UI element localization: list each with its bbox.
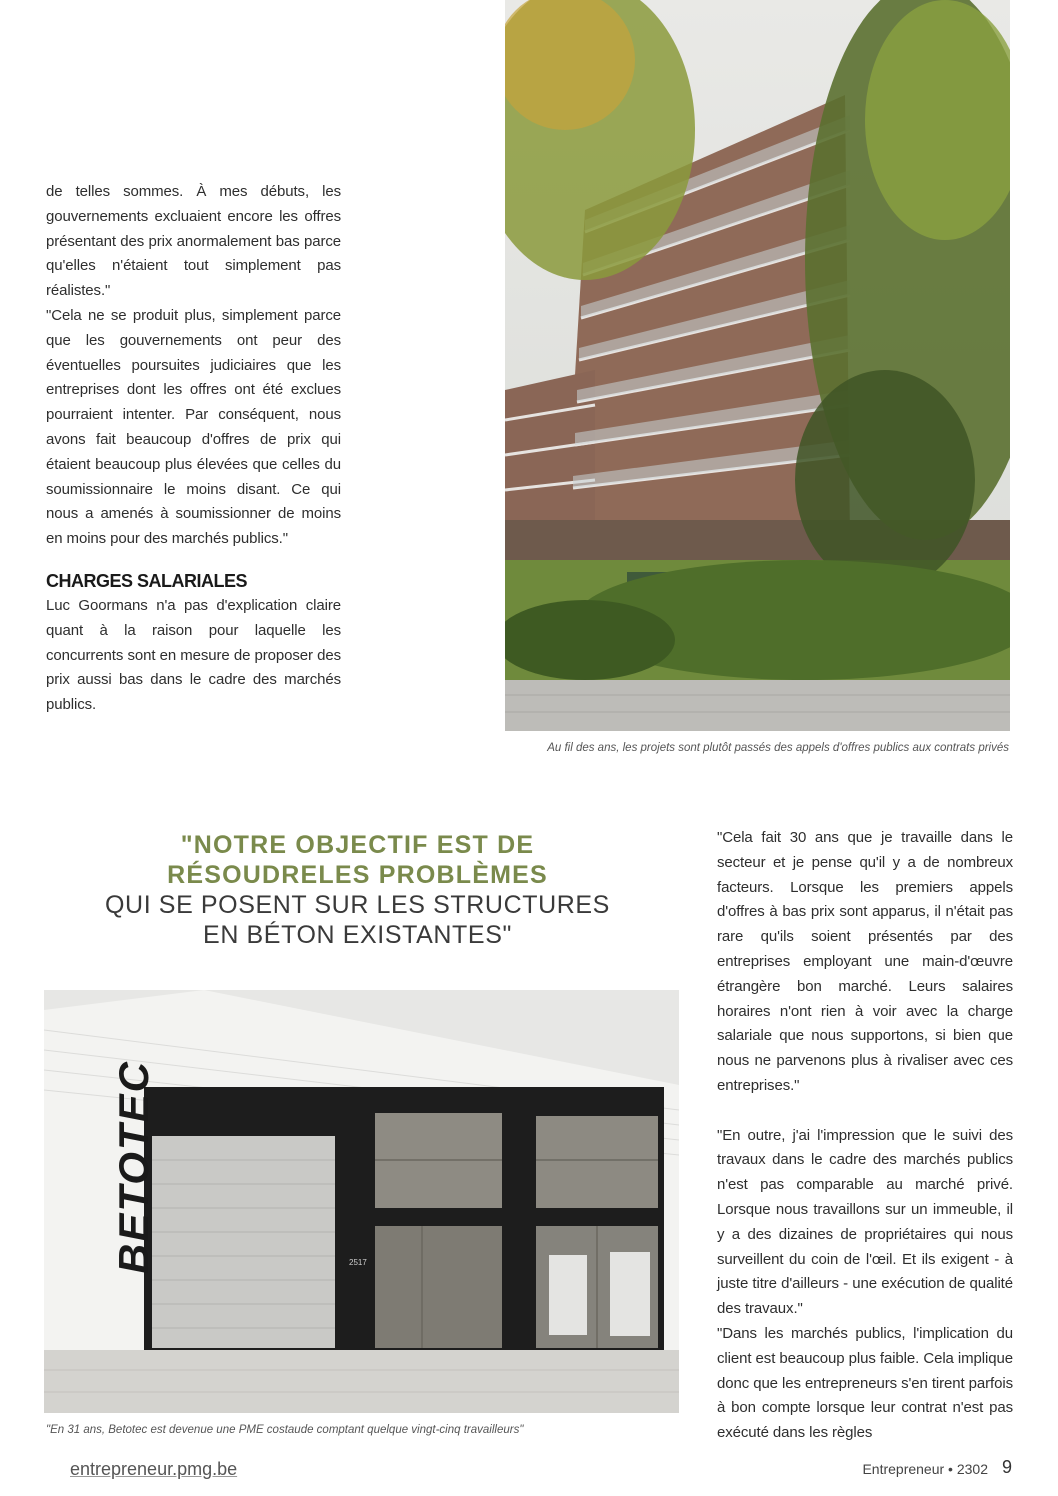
quote-line: EN BÉTON EXISTANTES" bbox=[203, 921, 512, 949]
paragraph: "Dans les marchés publics, l'implication du client est beaucoup plus faible. Cela implique donc que les entrepreneurs s'en tirent parfois à bon compte lorsque leur contrat n'est pas exécuté dans les règles bbox=[717, 1324, 1013, 1442]
door-number: 2517 bbox=[349, 1258, 367, 1267]
quote-line: QUI SE POSENT SUR LES STRUCTURES bbox=[105, 891, 610, 919]
betotec-warehouse-illustration bbox=[44, 990, 679, 1413]
paragraph-spacer bbox=[717, 1099, 1013, 1124]
betotec-sign: BETOTEC bbox=[110, 1060, 157, 1274]
paragraph: "En outre, j'ai l'impression que le suivi des travaux dans le cadre des marchés publics n'est pas comparable au marché privé. Lorsque nous travaillons sur un immeuble, il y a des dizaines de propriétaires qui nous surveillent du coin de l'œil. Et ils exigent - à juste titre d'ailleurs - une exécution de qualité des travaux." bbox=[717, 1126, 1013, 1318]
photo-caption: Au fil des ans, les projets sont plutôt passés des appels d'offres publics aux contrats privés bbox=[547, 742, 1009, 754]
apartment-building-illustration bbox=[505, 0, 1010, 731]
right-text-column bbox=[717, 826, 1013, 1446]
page-number: 9 bbox=[1001, 1457, 1012, 1477]
betotec-warehouse-photo bbox=[44, 990, 679, 1413]
footer-website-link[interactable]: entrepreneur.pmg.be bbox=[70, 1459, 238, 1479]
apartment-building-photo bbox=[505, 0, 1010, 731]
section-heading: CHARGES SALARIALES bbox=[46, 570, 248, 591]
paragraph: "Cela ne se produit plus, simplement parce que les gouvernements ont peur des éventuelles poursuites judiciaires que les entreprises dont les offres ont été exclues pourraient intenter. Par conséquent, nous avons fait beaucoup d'offres de prix qui étaient beaucoup plus élevées que celles du soumissionnaire le moins disant. Ce qui nous a amenés à soumissionner de moins en moins pour des marchés publics." bbox=[46, 306, 341, 548]
paragraph: Luc Goormans n'a pas d'explication claire quant à la raison pour laquelle les concurrents sont en mesure de proposer des prix aussi bas dans le cadre des marchés publics. bbox=[46, 596, 341, 714]
quote-line: "NOTRE OBJECTIF EST DE bbox=[180, 831, 535, 859]
paragraph: "Cela fait 30 ans que je travaille dans le secteur et je pense qu'il y a de nombreux facteurs. Lorsque les premiers appels d'offres à bas prix sont apparus, il n'était pas rare qu'ils soient présentés par des entreprises employant une main-d'œuvre étrangère bon marché. Leurs salaires horaires n'ont rien à voir avec la charge salariale que nous supportons, si bien que nous ne parvenons plus à rivaliser avec ces entreprises." bbox=[717, 829, 1013, 1094]
pull-quote bbox=[100, 830, 615, 950]
paragraph: de telles sommes. À mes débuts, les gouvernements excluaient encore les offres présentant des prix anormalement bas parce qu'elles n'étaient tout simplement pas réalistes." bbox=[46, 183, 341, 300]
footer-publication: Entrepreneur • 2302 bbox=[862, 1461, 988, 1477]
left-text-column bbox=[46, 180, 341, 718]
photo-caption: "En 31 ans, Betotec est devenue une PME costaude comptant quelque vingt-cinq travailleurs" bbox=[46, 1424, 524, 1436]
quote-line: RÉSOUDRELES PROBLÈMES bbox=[167, 861, 548, 889]
